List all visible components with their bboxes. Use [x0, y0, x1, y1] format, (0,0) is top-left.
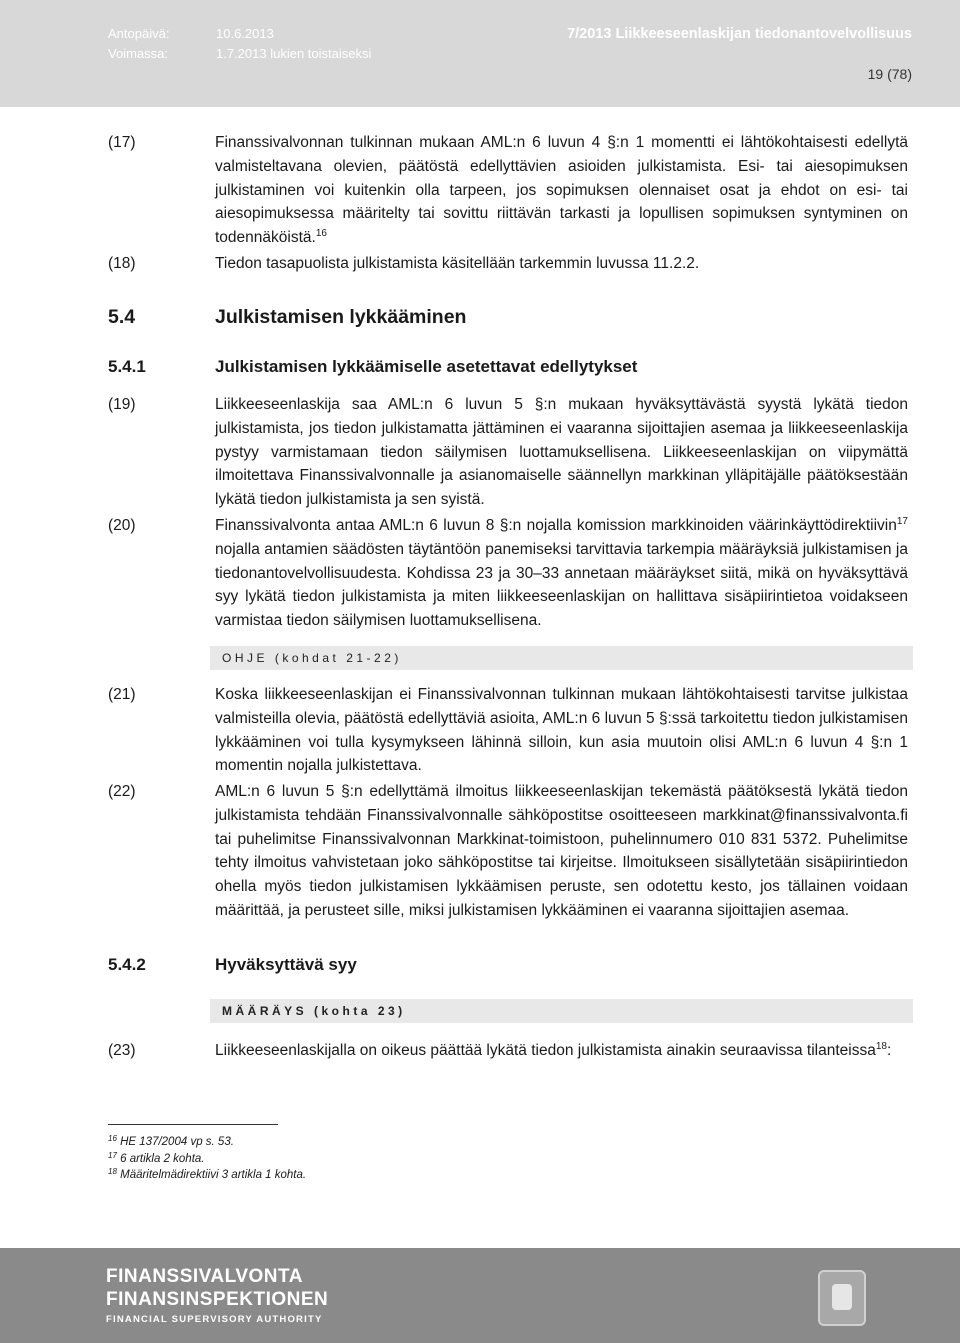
section-title: Hyväksyttävä syy: [215, 955, 357, 974]
paragraph-body: Finanssivalvonta antaa AML:n 6 luvun 8 §:n nojalla komission markkinoiden väärinkäyttödirektiivin: [215, 517, 897, 534]
paragraph-19: [108, 393, 908, 512]
paragraph-body: Koska liikkeeseenlaskijan ei Finanssivalvonnan tulkinnan mukaan lähtökohtaisesti tarvitse julkistaa valmisteilla olevia, päätöstä edellyttäviä asioita, AML:n 6 luvun 5 §:ssä tarkoitettu tiedon julkistamisen lykkääminen voi tulla kysymykseen lähinnä silloin, kun asia muutoin olisi AML:n 6 luvun 4 §:n 1 momentin nojalla julkistettava.: [215, 686, 908, 775]
paragraph-text: [215, 1039, 908, 1063]
paragraph-body: Finanssivalvonnan tulkinnan mukaan AML:n 6 luvun 4 §:n 1 momentti ei lähtökohtaisesti edellytä valmisteltavana olevien, päätöstä edellyttävien asioiden julkistamista. Esi- tai aiesopimuksen julkistaminen voi kuitenkin olla tarpeen, jos sopimuksen olennaiset osat ja ehdot on esi- tai aiesopimuksessa määritelty tai sovittu riittävän tarkasti ja lopullisen sopimuksen syntyminen on todennäköistä.: [215, 134, 908, 247]
logo-line-3: FINANCIAL SUPERVISORY AUTHORITY: [106, 1314, 323, 1325]
footnote-number: 18: [108, 1167, 117, 1176]
published-value: 10.6.2013: [216, 26, 274, 41]
section-heading-5-4-1: [108, 357, 637, 377]
section-title: Julkistamisen lykkäämiselle asetettavat edellytykset: [215, 357, 638, 376]
footnote-ref[interactable]: 17: [896, 516, 908, 527]
paragraph-20: [108, 514, 908, 633]
footnote-18: [108, 1169, 306, 1181]
footnote-divider: [108, 1124, 278, 1125]
paragraph-number: (21): [108, 686, 136, 703]
regulation-box-label: MÄÄRÄYS (kohta 23): [210, 999, 913, 1023]
valid-value: 1.7.2013 lukien toistaiseksi: [216, 46, 372, 61]
section-number: 5.4.1: [108, 357, 146, 376]
footnote-number: 16: [108, 1134, 117, 1143]
footnote-text: 6 artikla 2 kohta.: [120, 1153, 205, 1165]
footnote-number: 17: [108, 1151, 117, 1160]
logo-line-2: FINANSINSPEKTIONEN: [106, 1289, 329, 1310]
paragraph-number: (22): [108, 783, 136, 800]
paragraph-body: Liikkeeseenlaskija saa AML:n 6 luvun 5 §:n mukaan hyväksyttävästä syystä lykätä tiedon julkistamista, jos tiedon julkistamatta jättäminen ei vaaranna sijoittajien asemaa ja liikkeeseenlaskija pystyy varmistamaan tiedon säilymisen luottamuksellisena. Liikkeeseenlaskijan on viipymättä ilmoitettava Finanssivalvonnalle ja asianomaiselle säännellyn markkinan ylläpitäjälle päätöksestään lykätä tiedon julkistamista ja sen syistä.: [215, 396, 908, 509]
page-number: 19 (78): [867, 66, 912, 82]
paragraph-18: [108, 252, 908, 276]
footnote-text: Määritelmädirektiivi 3 artikla 1 kohta.: [120, 1169, 307, 1181]
footnote-16: [108, 1136, 234, 1148]
paragraph-number: (18): [108, 255, 136, 272]
document-title: 7/2013 Liikkeeseenlaskijan tiedonantovelvollisuus: [567, 26, 912, 42]
published-row: [108, 26, 274, 41]
paragraph-body-cont: nojalla antamien säädösten täytäntöön panemiseksi tarvittavia tarkempia määräyksiä julkistamisen ja tiedonantovelvollisuudesta. Kohdissa 23 ja 30–33 annetaan määräykset siitä, mikä on hyväksyttävä syy lykätä tiedon julkistamista ja miten liikkeeseenlaskijan on hallittava sisäpiirintietoa voidakseen varmistaa tiedon säilymisen luottamuksellisena.: [215, 540, 908, 630]
footnote-ref[interactable]: 16: [315, 228, 327, 240]
paragraph-17: [108, 131, 908, 250]
paragraph-23: [108, 1039, 908, 1063]
page-header: [0, 0, 960, 107]
paragraph-21: [108, 683, 908, 778]
paragraph-body-end: :: [886, 1042, 892, 1059]
guideline-box-label: OHJE (kohdat 21-22): [210, 646, 913, 670]
section-title: Julkistamisen lykkääminen: [215, 306, 467, 328]
section-heading-5-4: [108, 306, 466, 329]
section-number: 5.4: [108, 306, 136, 328]
section-heading-5-4-2: [108, 955, 357, 975]
lion-coat-of-arms-icon: [818, 1270, 866, 1326]
paragraph-body: Tiedon tasapuolista julkistamista käsitellään tarkemmin luvussa 11.2.2.: [215, 255, 700, 272]
footnote-text: HE 137/2004 vp s. 53.: [120, 1136, 234, 1148]
logo-line-1: FINANSSIVALVONTA: [106, 1266, 303, 1287]
footnote-ref[interactable]: 18: [875, 1041, 887, 1052]
section-number: 5.4.2: [108, 955, 146, 974]
valid-label: Voimassa:: [108, 46, 168, 61]
paragraph-number: (19): [108, 396, 136, 413]
paragraph-22: [108, 780, 908, 923]
paragraph-text: [215, 514, 908, 633]
paragraph-body: AML:n 6 luvun 5 §:n edellyttämä ilmoitus liikkeeseenlaskijan tekemästä päätöksestä lykätä tiedon julkistamista tehdään Finanssivalvonnalle sähköpostitse osoitteeseen markkinat@finanssivalvonta.fi tai puhelimitse Finanssivalvonnan Markkinat-toimistoon, puhelinnumero 010 831 5372. Puhelimitse tehty ilmoitus vahvistetaan joko sähköpostitse tai kirjeitse. Ilmoitukseen sisällytetään sisäpiirintiedon ohella myös tiedon julkistamisen lykkäämisen peruste, sen odotettu kesto, jos tällainen voidaan määrittää, ja perusteet sille, miksi julkistamisen lykkääminen ei vaaranna sijoittajien asemaa.: [215, 783, 908, 919]
paragraph-number: (17): [108, 134, 136, 151]
valid-row: [108, 46, 371, 61]
paragraph-text: [215, 131, 908, 250]
paragraph-body: Liikkeeseenlaskijalla on oikeus päättää lykätä tiedon julkistamista ainakin seuraavissa tilanteissa: [215, 1042, 876, 1059]
footnote-17: [108, 1153, 205, 1165]
published-label: Antopäivä:: [108, 26, 170, 41]
paragraph-number: (20): [108, 517, 136, 534]
page-footer: [0, 1248, 960, 1343]
paragraph-number: (23): [108, 1042, 136, 1059]
